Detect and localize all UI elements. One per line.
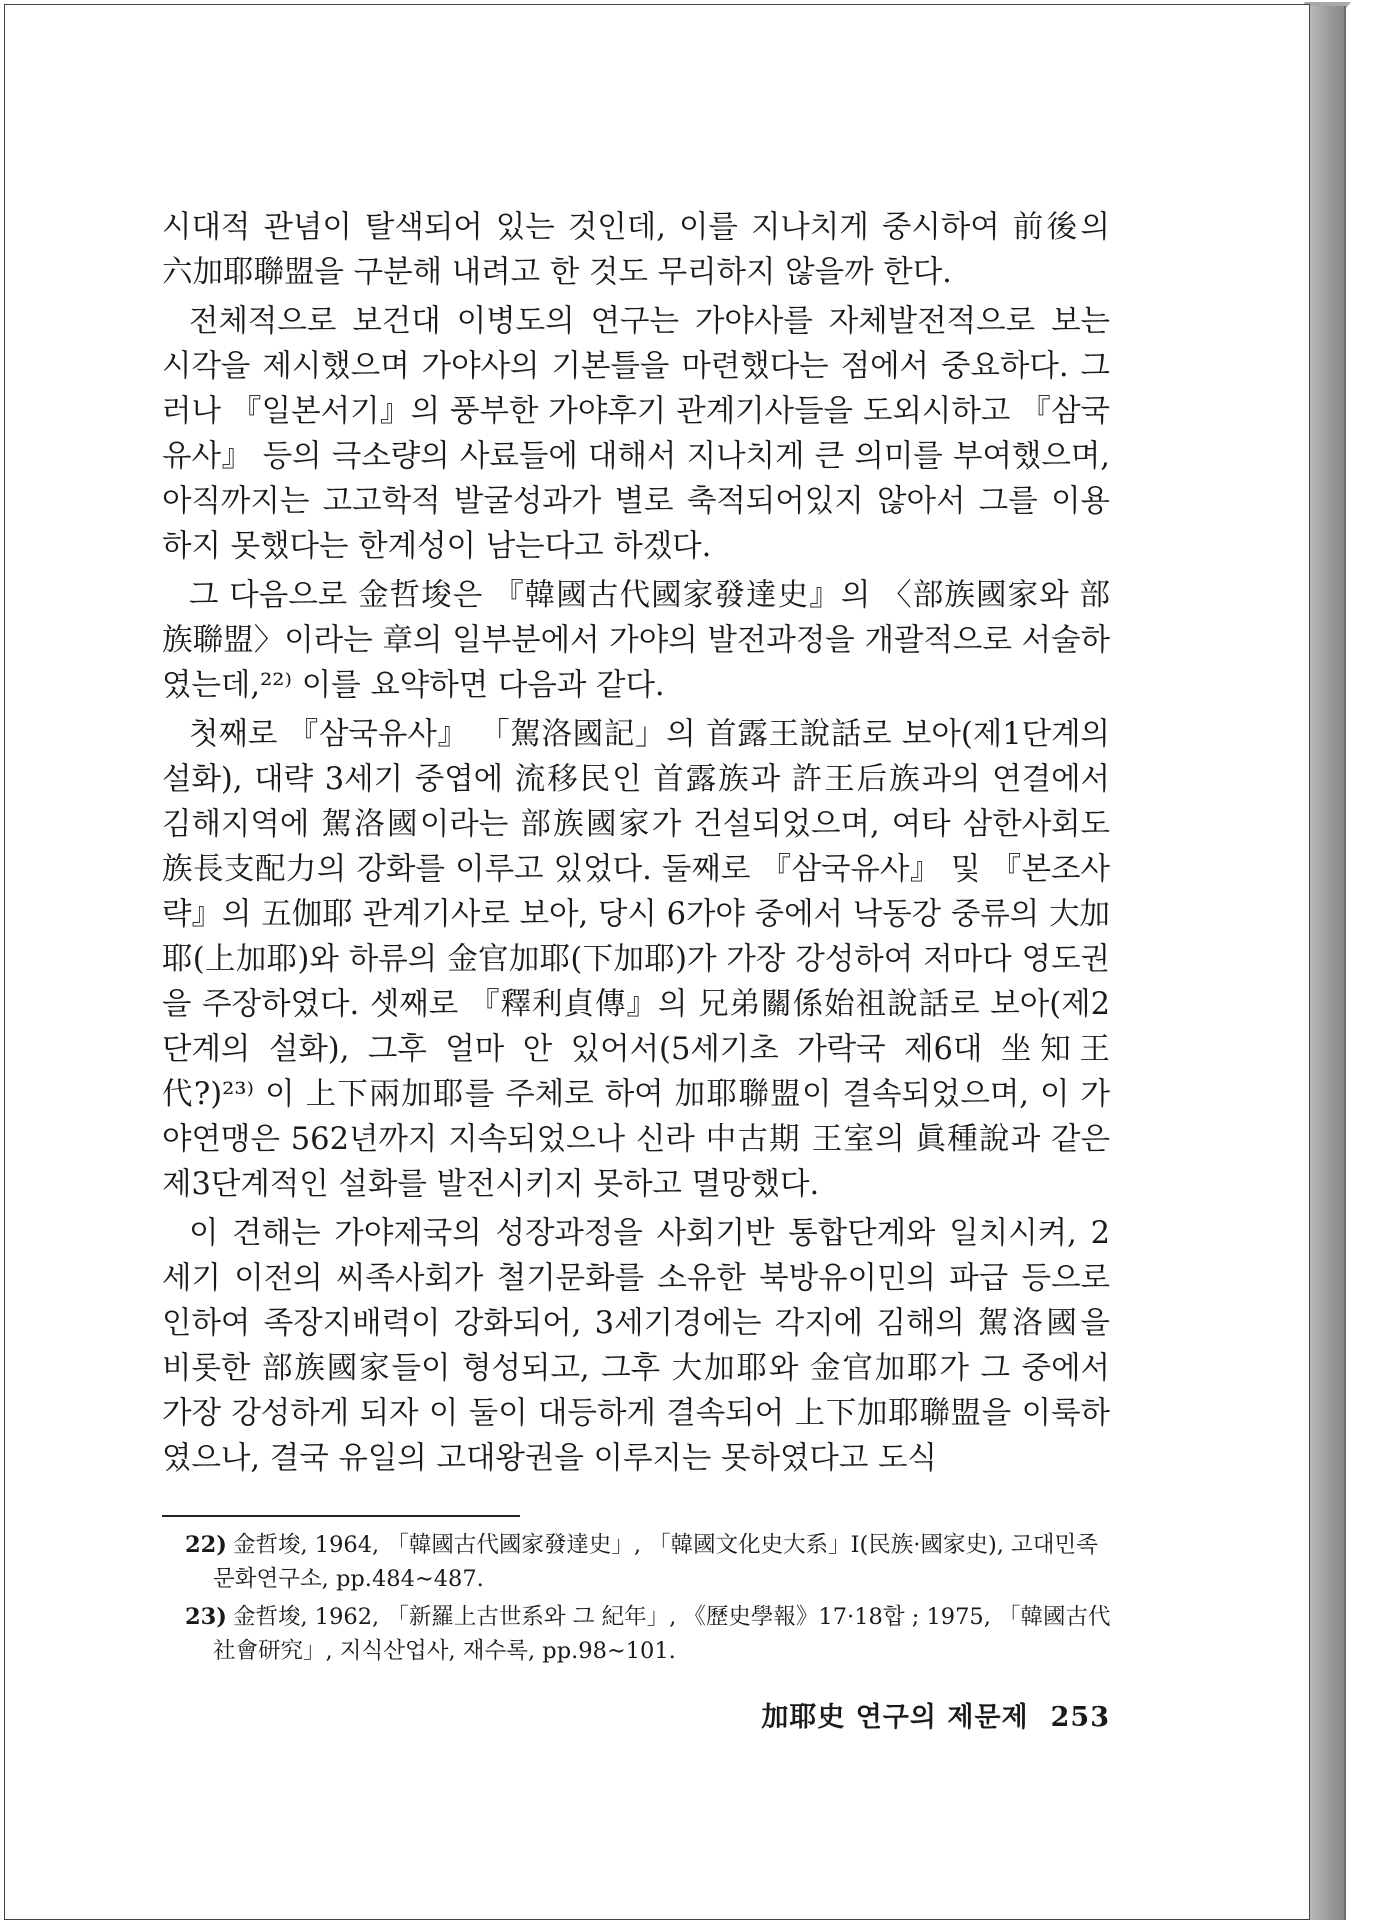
paragraph-4: 첫째로 『삼국유사』 「駕洛國記」의 首露王說話로 보아(제1단계의 설화), 대략 3세기 중엽에 流移民인 首露族과 許王后族과의 연결에서 김해지역에 駕洛國이라는 部族國家가 건설되었으며, 여타 삼한사회도 族長支配力의 강화를 이루고 있었다. 둘째로 『삼국유사』 및 『본조사략』의 五伽耶 관계기사로 보아, 당시 6가야 중에서 낙동강 중류의 大加耶(上加耶)와 하류의 金官加耶(下加耶)가 가장 강성하여 저마다 영도권을 주장하였다. 셋째로 『釋利貞傳』의 兄弟關係始祖說話로 보아(제2단계의 설화), 그후 얼마 안 있어서(5세기초 가락국 제6대 坐知王代?)²³⁾ 이 上下兩加耶를 주체로 하여 加耶聯盟이 결속되었으며, 이 가야연맹은 562년까지 지속되었으나 신라 中古期 王室의 眞種說과 같은 제3단계적인 설화를 발전시키지 못하고 멸망했다. <box>162 717 1110 1202</box>
paragraph-3: 그 다음으로 金哲埈은 『韓國古代國家發達史』의 〈部族國家와 部族聯盟〉이라는 章의 일부분에서 가야의 발전과정을 개괄적으로 서술하였는데,²²⁾ 이를 요약하면 다음과 같다. <box>162 578 1110 703</box>
body-text <box>162 205 1110 1485</box>
footnote-number: 23) <box>185 1604 227 1630</box>
running-footer-title: 加耶史 연구의 제문제 <box>761 1702 1029 1733</box>
page-edge-shadow <box>1308 6 1346 1920</box>
footnote-text: 金哲埈, 1964, 「韓國古代國家發達史」, 「韓國文化史大系」I(民族·國家史), 고대민족문화연구소, pp.484∼487. <box>213 1532 1098 1592</box>
footnotes <box>185 1528 1115 1672</box>
paragraph-5: 이 견해는 가야제국의 성장과정을 사회기반 통합단계와 일치시켜, 2세기 이전의 씨족사회가 철기문화를 소유한 북방유이민의 파급 등으로 인하여 족장지배력이 강화되어, 3세기경에는 각지에 김해의 駕洛國을 비롯한 部族國家들이 형성되고, 그후 大加耶와 金官加耶가 그 중에서 가장 강성하게 되자 이 둘이 대등하게 결속되어 上下加耶聯盟을 이룩하였으나, 결국 유일의 고대왕권을 이루지는 못하였다고 도식 <box>162 1216 1111 1476</box>
footnote-22 <box>185 1528 1115 1596</box>
footnote-number: 22) <box>185 1532 227 1558</box>
running-footer <box>705 1695 1110 1734</box>
paragraph-1: 시대적 관념이 탈색되어 있는 것인데, 이를 지나치게 중시하여 前後의 六加耶聯盟을 구분해 내려고 한 것도 무리하지 않을까 한다. <box>162 210 1110 290</box>
footnote-divider <box>162 1515 520 1517</box>
footnote-text: 金哲埈, 1962, 「新羅上古世系와 그 紀年」, 《歷史學報》17·18합 ; 1975, 「韓國古代社會研究」, 지식산업사, 재수록, pp.98∼101. <box>213 1604 1111 1664</box>
document-page <box>4 4 1310 1920</box>
page-number: 253 <box>1050 1702 1110 1733</box>
footnote-23 <box>185 1600 1115 1668</box>
paragraph-2: 전체적으로 보건대 이병도의 연구는 가야사를 자체발전적으로 보는 시각을 제시했으며 가야사의 기본틀을 마련했다는 점에서 중요하다. 그러나 『일본서기』의 풍부한 가야후기 관계기사들을 도외시하고 『삼국유사』 등의 극소량의 사료들에 대해서 지나치게 큰 의미를 부여했으며, 아직까지는 고고학적 발굴성과가 별로 축적되어있지 않아서 그를 이용하지 못했다는 한계성이 남는다고 하겠다. <box>162 304 1110 564</box>
